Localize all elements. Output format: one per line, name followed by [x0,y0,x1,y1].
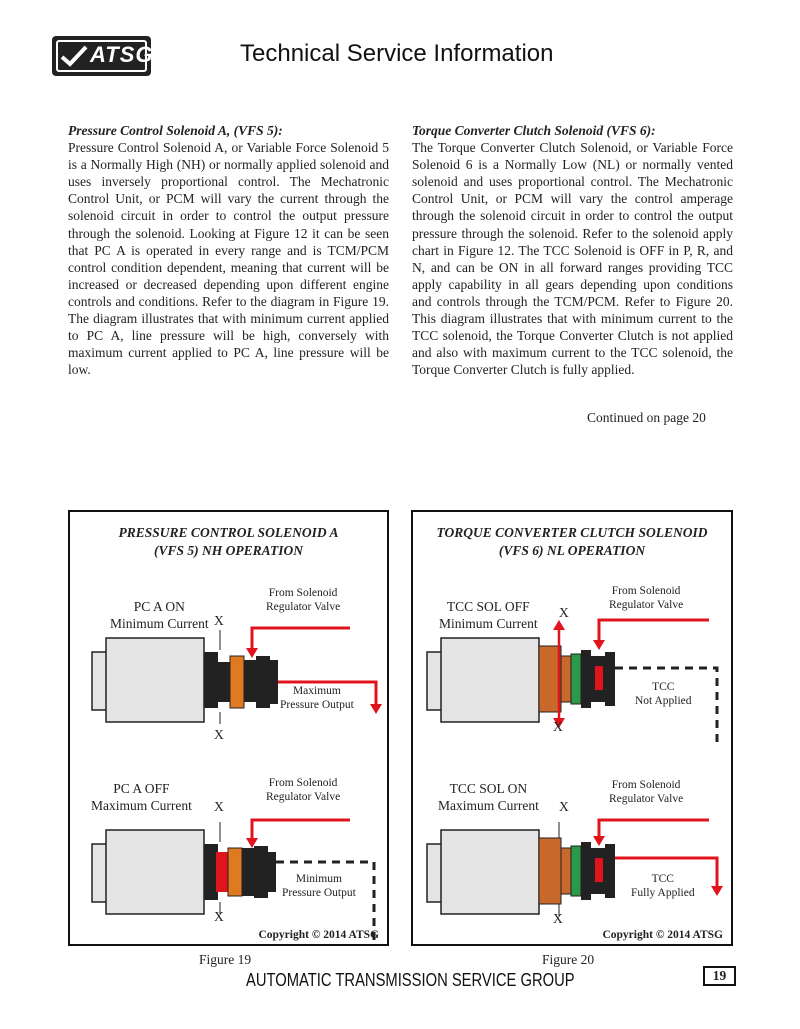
tcc-off-output-label [635,680,692,708]
figure-20-copyright: Copyright © 2014 ATSG [602,929,723,941]
pc-a-on-supply-line2: Regulator Valve [266,601,341,613]
tcc-on-supply-line1: From Solenoid [611,779,681,791]
figure-19-copyright: Copyright © 2014 ATSG [258,929,379,941]
tcc-on-x-bottom: X [553,911,563,926]
tcc-off-supply-line1: From Solenoid [611,585,681,597]
pc-a-on-supply-label [266,586,340,614]
footer-text: AUTOMATIC TRANSMISSION SERVICE GROUP [246,970,575,990]
pc-a-off-output-label [282,872,356,900]
tcc-off-solenoid [427,638,615,722]
tcc-heading: Torque Converter Clutch Solenoid (VFS 6): [412,123,656,138]
pc-a-on-output-line2: Pressure Output [280,699,354,711]
figure-19-title-line1: PRESSURE CONTROL SOLENOID A [118,525,339,540]
tcc-on-x-top: X [559,799,569,814]
tcc-off-output-line2: Not Applied [635,695,692,707]
pc-a-heading: Pressure Control Solenoid A, (VFS 5): [68,123,283,138]
tcc-off-x-bottom: X [553,719,563,734]
tcc-on-state-line1: TCC SOL ON [449,781,528,796]
tcc-off-state-line1: TCC SOL OFF [446,599,530,614]
pc-a-off-x-bottom: X [214,909,224,924]
tcc-off-supply-line2: Regulator Valve [609,599,684,611]
pc-a-off-x-top: X [214,799,224,814]
pc-a-off-output-line1: Minimum [295,873,342,885]
pc-a-on-supply-line1: From Solenoid [268,587,338,599]
pc-a-off-state-line2: Maximum Current [91,798,192,813]
figure-20-caption: Figure 20 [542,952,595,967]
pc-a-body: Pressure Control Solenoid A, or Variable Force Solenoid 5 is a Normally High (NH) or normally applied solenoid and uses inversely proportional control. The Mechatronic Control Unit, or PCM will vary the current through the solenoid circuit in order to control the output pressure through the solenoid. Looking at Figure 12 it can be seen that PC A is operated in every range and is TCM/PCM control condition dependent, meaning that current will be increased or decreased depending upon different engine controls and conditions. Refer to the diagram in Figure 19. The diagram illustrates that with minimum current applied to PC A, line pressure will be high, conversely with maximum current applied to PC A, line pressure will be low. [68,140,389,378]
pc-a-off-solenoid [92,830,276,914]
figure-19-caption: Figure 19 [199,952,252,967]
pc-a-on-output-label [280,684,354,712]
tcc-body: The Torque Converter Clutch Solenoid, or Variable Force Solenoid 6 is a Normally Low (NL) or normally vented solenoid and uses proportional control. The Mechatronic Control Unit, or PCM will vary the control amperage through the solenoid circuit in order to control the output pressure through the solenoid. Refer to the solenoid apply chart in Figure 12. The TCC Solenoid is OFF in P, R, and N, and can be ON in all forward ranges providing TCC apply capability in all gears depending upon conditions and controls through the TCM/PCM. Refer to Figure 20. This diagram illustrates that with minimum current to the TCC solenoid, the Torque Converter Clutch is not applied and also with maximum current to the TCC solenoid, the Torque Converter Clutch is fully applied. [412,140,733,378]
pc-a-off-output-line2: Pressure Output [282,887,356,899]
pc-a-on-output-line1: Maximum [292,685,341,697]
atsg-logo [52,36,154,76]
tcc-on-state-line2: Maximum Current [438,798,539,813]
left-column [68,122,389,378]
pc-a-on-state-line1: PC A ON [133,599,185,614]
checkmark-icon [60,44,88,68]
tcc-on-state-label [438,780,539,814]
tcc-on-output-line2: Fully Applied [631,887,695,899]
tcc-off-x-top: X [559,605,569,620]
pc-a-on-state-line2: Minimum Current [110,616,209,631]
pc-a-off-state-line1: PC A OFF [113,781,170,796]
tcc-off-output-line1: TCC [652,681,675,693]
tcc-off-state-label [439,598,538,632]
continued-note: Continued on page 20 [587,410,706,425]
page-number: 19 [703,966,736,986]
tcc-off-state-line2: Minimum Current [439,616,538,631]
logo-text: ATSG [90,42,154,67]
figure-19-title-line2: (VFS 5) NH OPERATION [154,543,303,558]
pc-a-on-state-label [110,598,209,632]
figure-20 [411,510,733,946]
pc-a-off-supply-line2: Regulator Valve [266,791,341,803]
pc-a-off-supply-label [266,776,340,804]
page-title: Technical Service Information [240,40,554,67]
figure-20-title-line1: TORQUE CONVERTER CLUTCH SOLENOID [436,525,708,540]
tcc-on-solenoid [427,830,615,914]
pc-a-on-x-top: X [214,613,224,628]
right-column [412,122,733,378]
figure-20-title-line2: (VFS 6) NL OPERATION [498,543,646,558]
tcc-on-output-label [631,872,695,900]
pc-a-on-x-bottom: X [214,727,224,742]
tcc-on-output-line1: TCC [651,873,674,885]
pc-a-off-state-label [91,780,192,814]
figure-19 [68,510,389,946]
tcc-on-supply-label [609,778,683,806]
pc-a-off-supply-line1: From Solenoid [268,777,338,789]
tcc-off-supply-label [609,584,683,612]
tcc-on-supply-line2: Regulator Valve [609,793,684,805]
